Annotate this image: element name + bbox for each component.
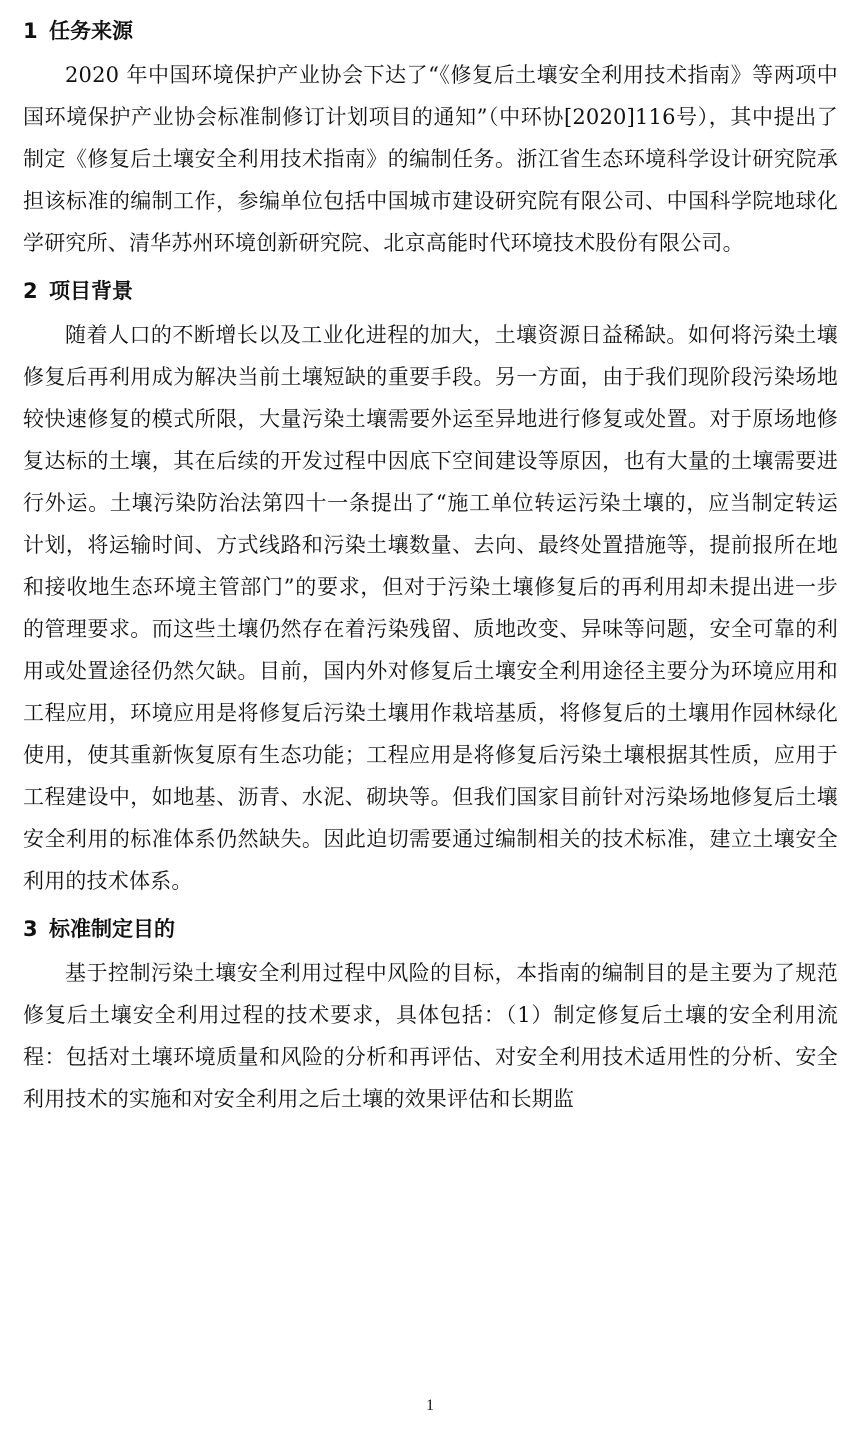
page-number: 1 <box>426 1397 434 1414</box>
paragraph-project-background: 随着人口的不断增长以及工业化进程的加大，土壤资源日益稀缺。如何将污染土壤修复后再利用成为解决当前土壤短缺的重要手段。另一方面，由于我们现阶段污染场地较快速修复的模式所限，大量污染土壤需要外运至异地进行修复或处置。对于原场地修复达标的土壤，其在后续的开发过程中因底下空间建设等原因，也有大量的土壤需要进行外运。土壤污染防治法第四十一条提出了“施工单位转运污染土壤的，应当制定转运计划，将运输时间、方式线路和污染土壤数量、去向、最终处置措施等，提前报所在地和接收地生态环境主管部门”的要求，但对于污染土壤修复后的再利用却未提出进一步的管理要求。而这些土壤仍然存在着污染残留、质地改变、异味等问题，安全可靠的利用或处置途径仍然欠缺。目前，国内外对修复后土壤安全利用途径主要分为环境应用和工程应用，环境应用是将修复后污染土壤用作栽培基质，将修复后的土壤用作园林绿化使用，使其重新恢复原有生态功能；工程应用是将修复后污染土壤根据其性质，应用于工程建设中，如地基、沥青、水泥、砌块等。但我们国家目前针对污染场地修复后土壤安全利用的标准体系仍然缺失。因此迫切需要通过编制相关的技术标准，建立土壤安全利用的技术体系。 <box>23 323 838 893</box>
section-number: 3 <box>23 917 38 941</box>
section-heading-task-source <box>23 8 838 54</box>
paragraph-task-source: 2020 年中国环境保护产业协会下达了“《修复后土壤安全利用技术指南》等两项中国环境保护产业协会标准制修订计划项目的通知”（中环协[2020]116号），其中提出了制定《修复后土壤安全利用技术指南》的编制任务。浙江省生态环境科学设计研究院承担该标准的编制工作，参编单位包括中国城市建设研究院有限公司、中国科学院地球化学研究所、清华苏州环境创新研究院、北京高能时代环境技术股份有限公司。 <box>23 63 838 255</box>
section-title: 项目背景 <box>49 279 133 303</box>
section-number: 1 <box>23 19 38 43</box>
document-body <box>23 8 838 1124</box>
section-number: 2 <box>23 279 38 303</box>
section-heading-project-background <box>23 268 838 314</box>
paragraph-standard-purpose: 基于控制污染土壤安全利用过程中风险的目标，本指南的编制目的是主要为了规范修复后土壤安全利用过程的技术要求，具体包括：（1）制定修复后土壤的安全利用流程：包括对土壤环境质量和风险的分析和再评估、对安全利用技术适用性的分析、安全利用技术的实施和对安全利用之后土壤的效果评估和长期监 <box>23 961 838 1111</box>
section-title: 任务来源 <box>49 19 133 43</box>
section-title: 标准制定目的 <box>49 917 175 941</box>
section-heading-standard-purpose <box>23 906 838 952</box>
